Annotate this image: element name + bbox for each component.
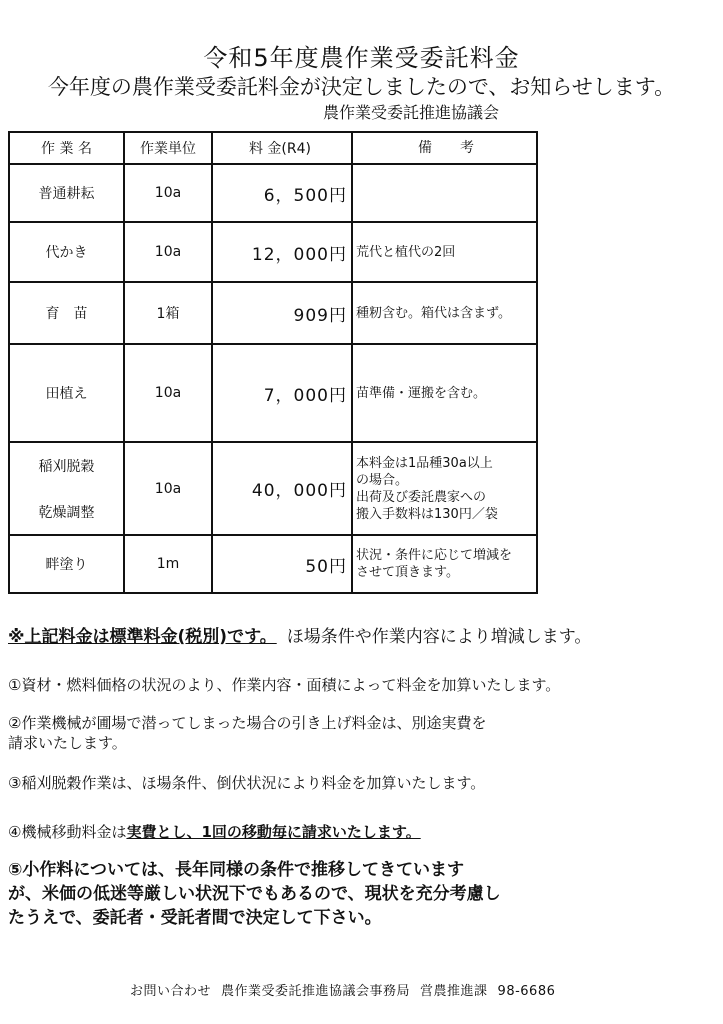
table-row [9,282,537,344]
contact-footer [130,980,565,999]
work-name-line: 乾燥調整 [38,504,95,521]
remarks-cell: 種籾含む。箱代は含まず。 [352,282,537,344]
organization-name: 農作業受委託推進協議会 [323,103,500,122]
table-row [9,535,537,593]
header-remarks: 備 考 [352,132,537,164]
note-item-2-line: 請求いたします。 [8,734,127,752]
fee-notice-bold: ※上記料金は標準料金(税別)です。 [8,627,277,647]
work-name-cell: 田植え [9,344,124,442]
work-name-cell: 普通耕耘 [9,164,124,222]
work-unit-cell: 1m [124,535,212,593]
price-cell: 40，000円 [212,442,352,535]
price-cell: 12，000円 [212,222,352,282]
note-item-2 [8,713,628,753]
header-price: 料 金(R4) [212,132,352,164]
page-title: 令和5年度農作業受委託料金 [203,44,520,72]
contact-office: 農作業受委託推進協議会事務局 [221,984,411,999]
note-item-4-underlined: 実費とし、1回の移動毎に請求いたします。 [126,823,421,841]
work-name-cell: 育 苗 [9,282,124,344]
note-item-5-line: たうえで、委託者・受託者間で決定して下さい。 [8,908,382,928]
note-item-4 [8,822,628,842]
contact-label: お問い合わせ [130,984,212,999]
page-subtitle: 今年度の農作業受委託料金が決定しましたので、お知らせします。 [47,75,676,99]
fee-table [8,131,538,594]
fee-notice [8,622,591,647]
remarks-cell [352,164,537,222]
table-row [9,442,537,535]
note-item-2-line: ②作業機械が圃場で潜ってしまった場合の引き上げ料金は、別途実費を [8,714,487,732]
remarks-cell: 状況・条件に応じて増減を させて頂きます。 [352,535,537,593]
work-unit-cell: 10a [124,344,212,442]
header-work-unit: 作業単位 [124,132,212,164]
fee-notice-text: ほ場条件や作業内容により増減します。 [286,627,592,647]
work-name-line: 稲刈脱穀 [38,458,95,475]
note-item-1: ①資材・燃料価格の状況のより、作業内容・面積によって料金を加算いたします。 [8,676,561,694]
note-item-3: ③稲刈脱穀作業は、ほ場条件、倒伏状況により料金を加算いたします。 [8,774,486,792]
price-cell: 6，500円 [212,164,352,222]
price-cell: 50円 [212,535,352,593]
note-item-5 [8,858,608,930]
work-unit-cell: 1箱 [124,282,212,344]
remarks-cell: 荒代と植代の2回 [352,222,537,282]
work-unit-cell: 10a [124,442,212,535]
header-work-name: 作 業 名 [9,132,124,164]
note-item-5-line: ⑤小作料については、長年同様の条件で推移してきています [8,860,465,880]
table-row [9,344,537,442]
work-name-cell: 畔塗り [9,535,124,593]
table-row [9,222,537,282]
contact-department: 営農推進課 [420,984,488,999]
note-item-4-prefix: ④機械移動料金は [8,823,127,841]
work-name-cell: 代かき [9,222,124,282]
price-cell: 7，000円 [212,344,352,442]
work-name-cell [9,442,124,535]
work-unit-cell: 10a [124,222,212,282]
note-item-5-line: が、米価の低迷等厳しい状況下でもあるので、現状を充分考慮し [8,884,501,904]
remarks-cell: 本料金は1品種30a以上 の場合。 出荷及び委託農家への 搬入手数料は130円／袋 [352,442,537,535]
price-cell: 909円 [212,282,352,344]
table-header-row [9,132,537,164]
table-row [9,164,537,222]
contact-phone: 98-6686 [497,984,556,999]
work-unit-cell: 10a [124,164,212,222]
remarks-cell: 苗準備・運搬を含む。 [352,344,537,442]
